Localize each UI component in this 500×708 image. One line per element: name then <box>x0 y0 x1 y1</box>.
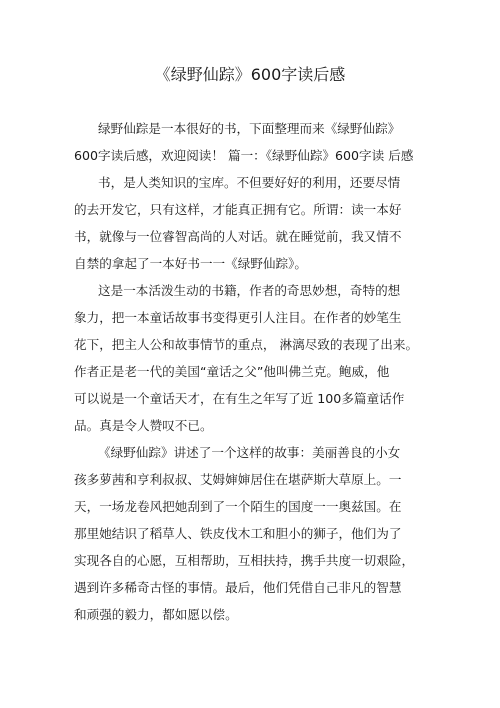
text-line: 可以说是一个童话天才，在有生之年写了近 100多篇童话作 <box>74 391 405 406</box>
text-line: 象力，把一本童话故事书变得更引人注目。在作者的妙笔生 <box>74 310 402 325</box>
text-line: 和顽强的毅力，都如愿以偿。 <box>74 607 238 622</box>
text-line: 这是一本活泼生动的书籍，作者的奇思妙想，奇特的想 <box>98 283 401 298</box>
text-line: 书，是人类知识的宝库。不但要好好的利用，还要尽情 <box>98 175 401 190</box>
text-line: 那里她结识了稻草人、铁皮伐木工和胆小的狮子，他们为了 <box>74 526 402 541</box>
text-line: 600字读后感，欢迎阅读！ 篇一：《绿野仙踪》600字读 后感 <box>74 148 414 163</box>
document-title: 《绿野仙踪》600字读后感 <box>154 65 346 84</box>
text-line: 书，就像与一位睿智高尚的人对话。就在睡觉前，我又情不 <box>74 229 402 244</box>
text-line: 花下，把主人公和故事情节的重点， 淋漓尽致的表现了出来。 <box>74 337 419 352</box>
text-line: 天，一场龙卷风把她刮到了一个陌生的国度一一奥兹国。在 <box>74 499 402 514</box>
text-line: 孩多萝茜和亨利叔叔、艾姆婶婶居住在堪萨斯大草原上。一 <box>74 472 402 487</box>
text-line: 的去开发它，只有这样，才能真正拥有它。所谓：读一本好 <box>74 202 402 217</box>
text-line: 绿野仙踪是一本很好的书，下面整理而来《绿野仙踪》 <box>98 121 401 136</box>
text-line: 《绿野仙踪》讲述了一个这样的故事：美丽善良的小女 <box>98 445 401 460</box>
text-line: 作者正是老一代的美国“童话之父”他叫佛兰克。鲍威，他 <box>74 364 390 379</box>
text-line: 实现各自的心愿，互相帮助，互相扶持，携手共度一切艰险， <box>74 553 415 568</box>
text-line: 品。真是令人赞叹不已。 <box>74 418 213 433</box>
text-line: 自禁的拿起了一本好书一一《绿野仙踪》。 <box>74 256 307 271</box>
text-line: 遇到许多稀奇古怪的事情。最后，他们凭借自己非凡的智慧 <box>74 580 402 595</box>
